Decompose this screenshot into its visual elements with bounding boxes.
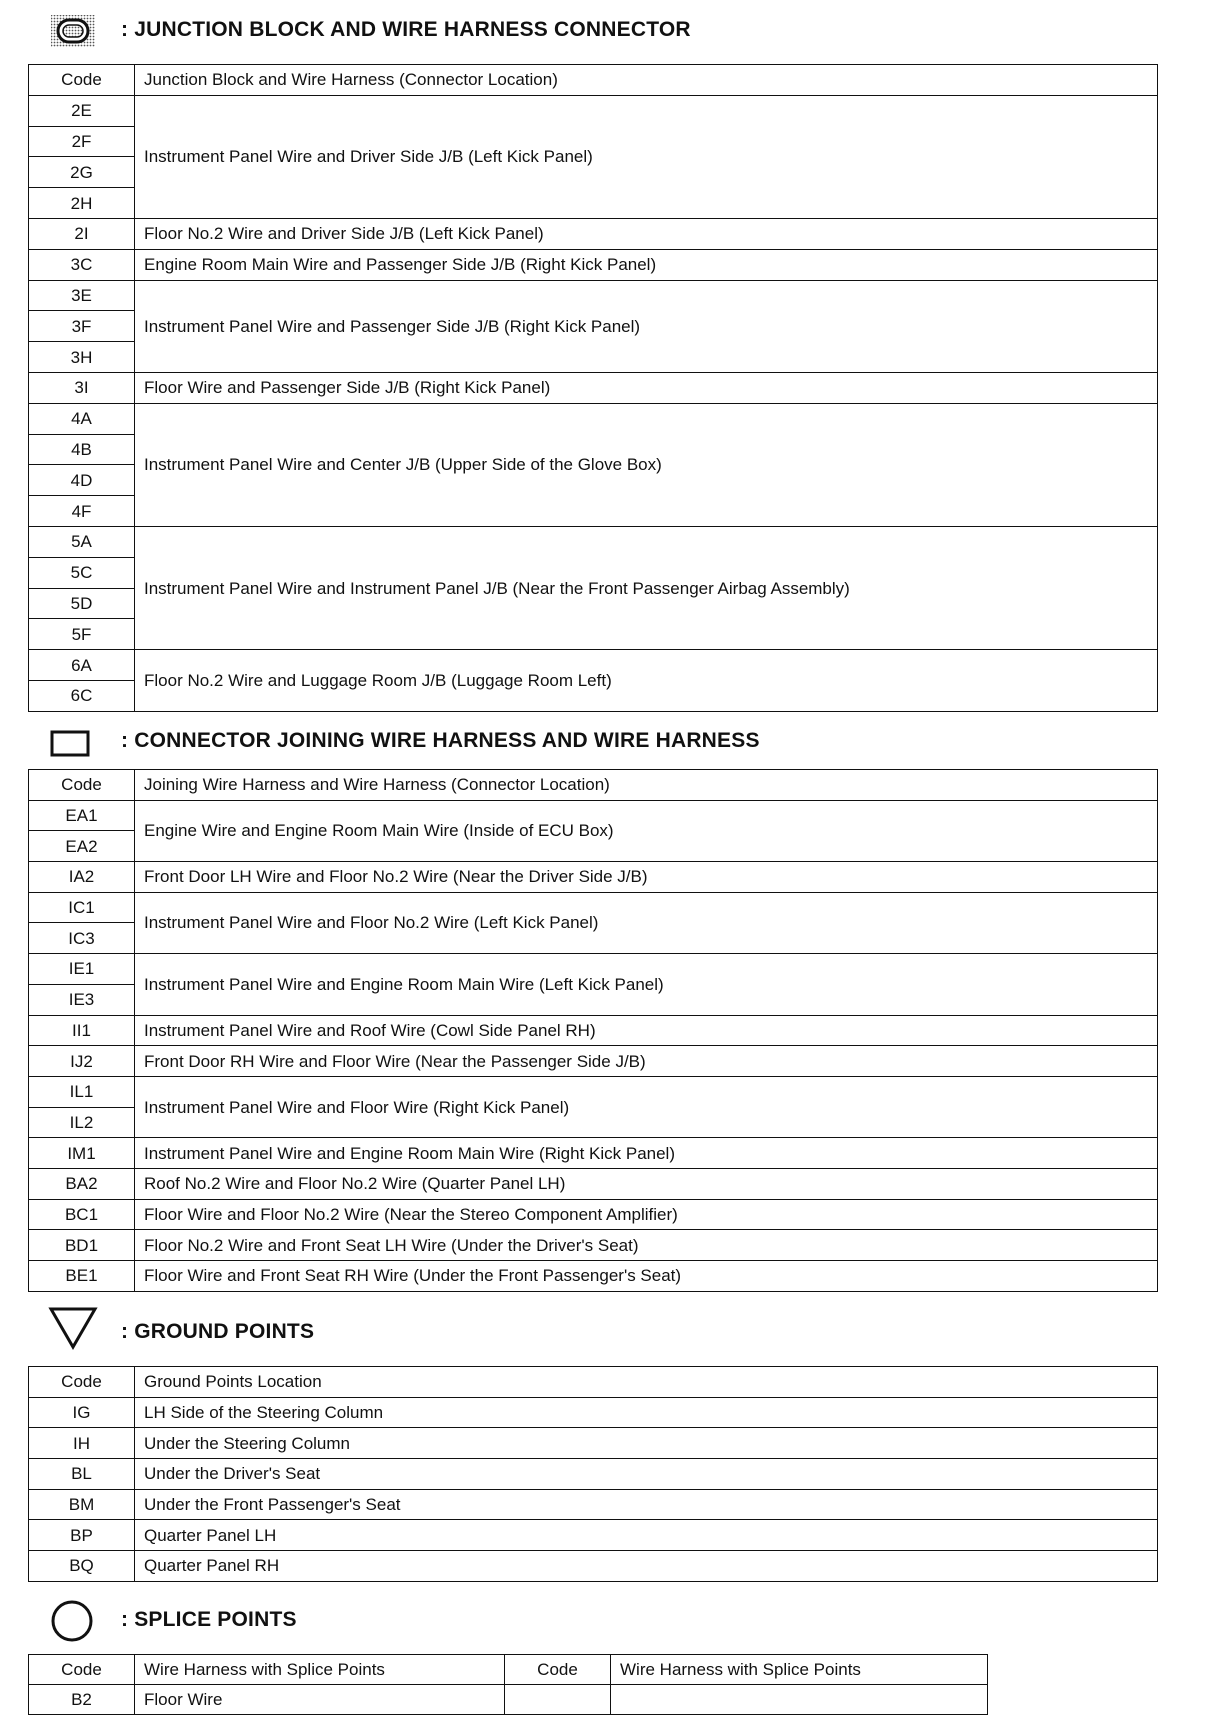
description-cell: Quarter Panel RH	[135, 1551, 1158, 1582]
code-cell: 4A	[29, 403, 135, 434]
code-cell: 5F	[29, 619, 135, 650]
code-cell: IL2	[29, 1107, 135, 1138]
description-cell: Quarter Panel LH	[135, 1520, 1158, 1551]
header-description: Joining Wire Harness and Wire Harness (Connector Location)	[135, 770, 1158, 801]
table-row	[29, 1459, 1158, 1490]
header-description: Wire Harness with Splice Points	[611, 1655, 988, 1685]
code-cell: BD1	[29, 1230, 135, 1261]
table-row	[29, 1551, 1158, 1582]
table-row	[29, 650, 1158, 681]
junction-block-table	[28, 64, 1158, 712]
section-title-junction-block: : JUNCTION BLOCK AND WIRE HARNESS CONNECTOR	[121, 18, 691, 41]
table-row	[29, 862, 1158, 893]
description-cell: Instrument Panel Wire and Passenger Side J/B (Right Kick Panel)	[135, 280, 1158, 372]
code-cell: 3E	[29, 280, 135, 311]
table-row	[29, 1428, 1158, 1459]
code-cell: IA2	[29, 862, 135, 893]
header-code: Code	[505, 1655, 611, 1685]
code-cell: EA1	[29, 800, 135, 831]
description-cell: Engine Wire and Engine Room Main Wire (Inside of ECU Box)	[135, 800, 1158, 861]
description-cell: Instrument Panel Wire and Roof Wire (Cowl Side Panel RH)	[135, 1015, 1158, 1046]
code-cell: 2F	[29, 126, 135, 157]
code-cell: 5C	[29, 557, 135, 588]
table-row	[29, 1397, 1158, 1428]
description-cell: Instrument Panel Wire and Engine Room Main Wire (Right Kick Panel)	[135, 1138, 1158, 1169]
table-row	[29, 95, 1158, 126]
code-cell: IJ2	[29, 1046, 135, 1077]
splice-points-table	[28, 1654, 988, 1715]
section-title-splice-points: : SPLICE POINTS	[121, 1608, 297, 1631]
code-cell: 4D	[29, 465, 135, 496]
code-cell: BC1	[29, 1199, 135, 1230]
description-cell: Floor Wire	[135, 1685, 505, 1715]
code-cell: BM	[29, 1489, 135, 1520]
description-cell: Floor No.2 Wire and Driver Side J/B (Left Kick Panel)	[135, 218, 1158, 249]
splice-circle-icon	[49, 1598, 95, 1644]
code-cell: 6A	[29, 650, 135, 681]
code-cell: 3F	[29, 311, 135, 342]
code-cell: BP	[29, 1520, 135, 1551]
description-cell: Instrument Panel Wire and Engine Room Main Wire (Left Kick Panel)	[135, 954, 1158, 1015]
description-cell: Under the Steering Column	[135, 1428, 1158, 1459]
description-cell: Floor No.2 Wire and Luggage Room J/B (Luggage Room Left)	[135, 650, 1158, 712]
header-code: Code	[29, 1367, 135, 1398]
code-cell: IG	[29, 1397, 135, 1428]
section-title-connector-joining: : CONNECTOR JOINING WIRE HARNESS AND WIRE HARNESS	[121, 729, 760, 752]
description-cell: Under the Front Passenger's Seat	[135, 1489, 1158, 1520]
table-row	[29, 526, 1158, 557]
description-cell: Floor Wire and Front Seat RH Wire (Under the Front Passenger's Seat)	[135, 1261, 1158, 1292]
code-cell	[505, 1685, 611, 1715]
header-code: Code	[29, 65, 135, 96]
description-cell: Instrument Panel Wire and Floor Wire (Right Kick Panel)	[135, 1076, 1158, 1137]
table-header-row	[29, 65, 1158, 96]
code-cell: IC1	[29, 892, 135, 923]
table-row	[29, 1685, 988, 1715]
table-row	[29, 1230, 1158, 1261]
code-cell: 5D	[29, 588, 135, 619]
description-cell: Floor Wire and Passenger Side J/B (Right Kick Panel)	[135, 372, 1158, 403]
section-title-ground-points: : GROUND POINTS	[121, 1320, 315, 1343]
code-cell: 2H	[29, 188, 135, 219]
code-cell: IE1	[29, 954, 135, 985]
code-cell: BQ	[29, 1551, 135, 1582]
code-cell: 6C	[29, 680, 135, 711]
table-row	[29, 249, 1158, 280]
ground-triangle-icon	[48, 1306, 98, 1350]
header-description: Junction Block and Wire Harness (Connector Location)	[135, 65, 1158, 96]
ground-points-table	[28, 1366, 1158, 1582]
table-row	[29, 1138, 1158, 1169]
code-cell: IL1	[29, 1076, 135, 1107]
header-description: Ground Points Location	[135, 1367, 1158, 1398]
description-cell: Instrument Panel Wire and Center J/B (Upper Side of the Glove Box)	[135, 403, 1158, 526]
header-code: Code	[29, 1655, 135, 1685]
code-cell: EA2	[29, 831, 135, 862]
code-cell: 5A	[29, 526, 135, 557]
code-cell: BL	[29, 1459, 135, 1490]
code-cell: 2G	[29, 157, 135, 188]
table-row	[29, 372, 1158, 403]
table-row	[29, 1168, 1158, 1199]
table-row	[29, 1046, 1158, 1077]
description-cell: Floor Wire and Floor No.2 Wire (Near the Stereo Component Amplifier)	[135, 1199, 1158, 1230]
table-row	[29, 1261, 1158, 1292]
code-cell: IE3	[29, 984, 135, 1015]
table-row	[29, 403, 1158, 434]
table-row	[29, 1015, 1158, 1046]
table-row	[29, 1489, 1158, 1520]
table-row	[29, 280, 1158, 311]
description-cell	[611, 1685, 988, 1715]
table-row	[29, 954, 1158, 985]
code-cell: BE1	[29, 1261, 135, 1292]
table-header-row	[29, 1367, 1158, 1398]
description-cell: Instrument Panel Wire and Driver Side J/B (Left Kick Panel)	[135, 95, 1158, 218]
description-cell: Front Door RH Wire and Floor Wire (Near the Passenger Side J/B)	[135, 1046, 1158, 1077]
junction-block-icon	[50, 14, 96, 48]
description-cell: Front Door LH Wire and Floor No.2 Wire (Near the Driver Side J/B)	[135, 862, 1158, 893]
code-cell: 2I	[29, 218, 135, 249]
code-cell: 3H	[29, 342, 135, 373]
connector-joining-table	[28, 769, 1158, 1292]
table-row	[29, 1520, 1158, 1551]
description-cell: Under the Driver's Seat	[135, 1459, 1158, 1490]
code-cell: IM1	[29, 1138, 135, 1169]
header-description: Wire Harness with Splice Points	[135, 1655, 505, 1685]
table-header-row	[29, 1655, 988, 1685]
connector-box-icon	[50, 729, 90, 759]
table-row	[29, 800, 1158, 831]
code-cell: 3I	[29, 372, 135, 403]
description-cell: Engine Room Main Wire and Passenger Side J/B (Right Kick Panel)	[135, 249, 1158, 280]
code-cell: IH	[29, 1428, 135, 1459]
code-cell: IC3	[29, 923, 135, 954]
code-cell: BA2	[29, 1168, 135, 1199]
table-header-row	[29, 770, 1158, 801]
code-cell: 3C	[29, 249, 135, 280]
description-cell: Instrument Panel Wire and Floor No.2 Wire (Left Kick Panel)	[135, 892, 1158, 953]
code-cell: 2E	[29, 95, 135, 126]
code-cell: 4F	[29, 496, 135, 527]
description-cell: Floor No.2 Wire and Front Seat LH Wire (Under the Driver's Seat)	[135, 1230, 1158, 1261]
table-row	[29, 1076, 1158, 1107]
description-cell: Instrument Panel Wire and Instrument Panel J/B (Near the Front Passenger Airbag Assembly)	[135, 526, 1158, 649]
table-row	[29, 1199, 1158, 1230]
table-row	[29, 218, 1158, 249]
header-code: Code	[29, 770, 135, 801]
code-cell: 4B	[29, 434, 135, 465]
table-row	[29, 892, 1158, 923]
description-cell: LH Side of the Steering Column	[135, 1397, 1158, 1428]
description-cell: Roof No.2 Wire and Floor No.2 Wire (Quarter Panel LH)	[135, 1168, 1158, 1199]
code-cell: B2	[29, 1685, 135, 1715]
code-cell: II1	[29, 1015, 135, 1046]
